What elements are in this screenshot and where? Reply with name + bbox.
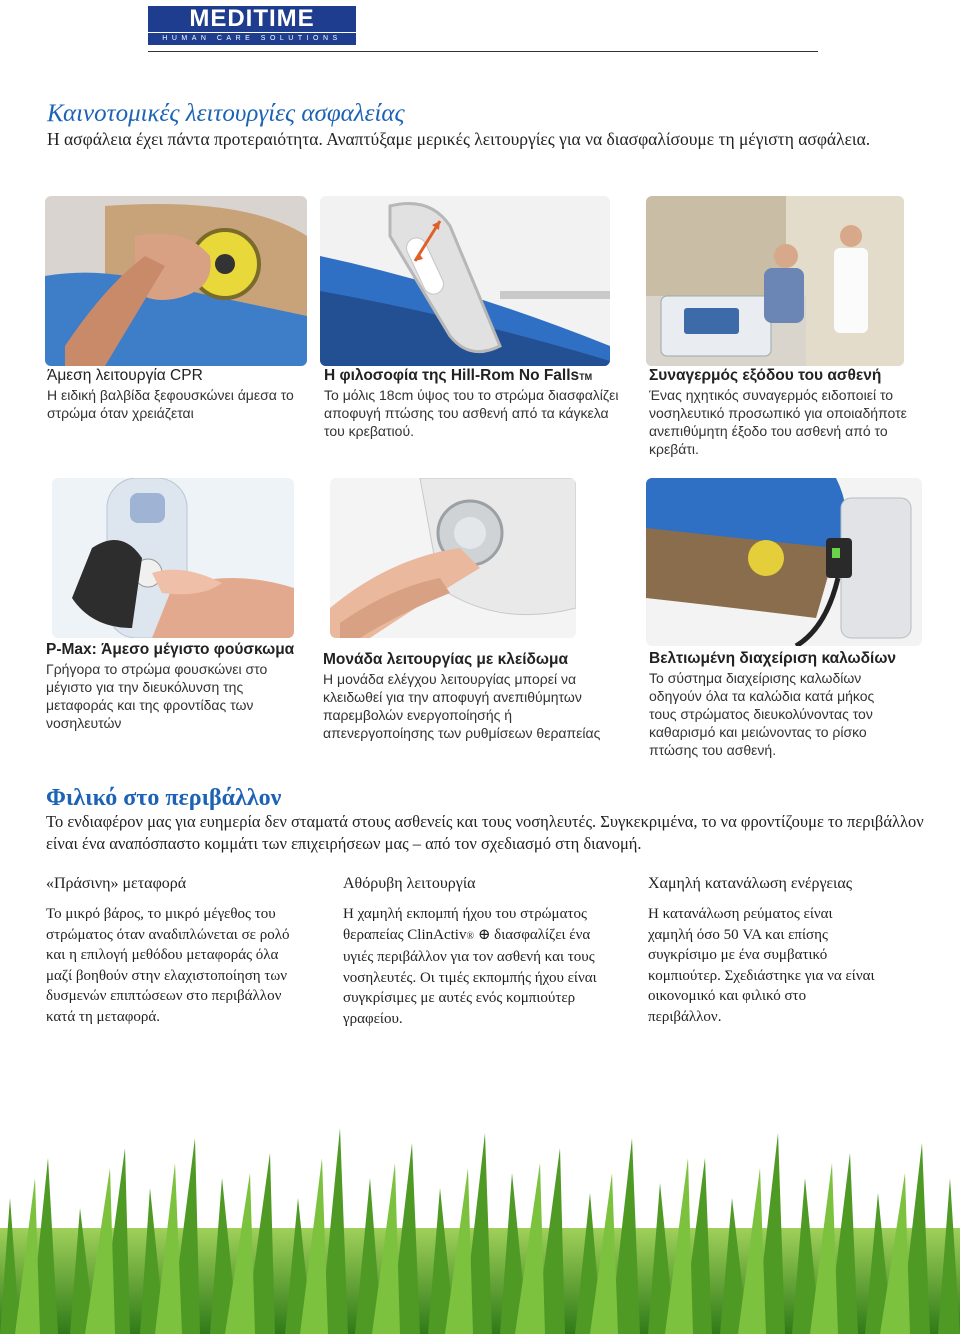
section-intro-eco: Το ενδιαφέρον μας για ευημερία δεν σταματά στους ασθενείς και τους νοσηλευτές. Συγκεκριμένα, το να φροντίζουμε το περιβάλλον είναι ένα αναπόσπαστο κομμάτι των επιχειρήσεων μας – από τον σχεδιασμό στη διανομή. (46, 812, 924, 853)
feature-text-cpr: Η ειδική βαλβίδα ξεφουσκώνει άμεσα το στρώμα όταν χρειάζεται (47, 387, 294, 421)
feature-title-exit-alarm: Συναγερμός εξόδου του ασθενή (649, 367, 882, 384)
section-title-eco: Φιλικό στο περιβάλλον (46, 785, 282, 811)
section-title-safety: Καινοτομικές λειτουργίες ασφαλείας (47, 100, 405, 127)
feature-title-pmax: P-Max: Άμεσο μέγιστο φούσκωμα (46, 641, 295, 658)
eco-title-energy: Χαμηλή κατανάλωση ενέργειας (648, 875, 853, 892)
feature-title-nofalls: Η φιλοσοφία της Hill-Rom No FallsTM (324, 367, 593, 384)
eco-text-energy: Η κατανάλωση ρεύματος είναι χαμηλή όσο 50 VA και επίσης συγκρίσιμο με ένα συμβατικό κομπιούτερ. Σχεδιάστηκε για να είναι οικονομικό και φιλικό στο περιβάλλον. (648, 906, 875, 1025)
eco-text-transport: Το μικρό βάρος, το μικρό μέγεθος του στρώματος όταν αναδιπλώνεται σε ρολό και η επιλογή μεθόδου μεταφοράς όλα μαζί βοηθούν στην ελαχιστοποίηση των δυσμενών επιπτώσεων στο περιβάλλον κατά τη μεταφορά. (46, 906, 290, 1025)
logo-tagline: HUMAN CARE SOLUTIONS (148, 32, 356, 45)
photo-cpr-valve (45, 196, 307, 366)
feature-text-exit-alarm: Ένας ηχητικός συναγερμός ειδοποιεί το νοσηλευτικό προσωπικό για οποιαδήποτε ανεπιθύμητη έξοδο του ασθενή από το κρεβάτι. (649, 387, 907, 457)
meditime-logo (148, 6, 356, 44)
feature-text-cables: Το σύστημα διαχείρισης καλωδίων οδηγούν όλα τα καλώδια κατά μήκος τους στρώματος διευκολύνοντας τον καθαρισμό και μειώνοντας το ρίσκο πτώσης του ασθενή. (649, 670, 875, 758)
feature-text-pmax: Γρήγορα το στρώμα φουσκώνει στο μέγιστο για την διευκόλυνση της μεταφοράς και της φροντίδας των νοσηλευτών (46, 661, 268, 731)
section-intro-safety: Η ασφάλεια έχει πάντα προτεραιότητα. Αναπτύξαμε μερικές λειτουργίες για να διασφαλίσουμε τη μέγιστη ασφάλεια. (47, 129, 871, 149)
header-divider (148, 51, 818, 52)
feature-title-cpr: Άμεση λειτουργία CPR (47, 367, 203, 384)
logo-name: MEDITIME (148, 6, 356, 32)
feature-title-cables: Βελτιωμένη διαχείριση καλωδίων (649, 650, 897, 667)
eco-title-silent: Αθόρυβη λειτουργία (343, 875, 476, 892)
eco-title-transport: «Πράσινη» μεταφορά (46, 875, 187, 892)
feature-text-nofalls: Το μόλις 18cm ύψος του το στρώμα διασφαλίζει αποφυγή πτώσης του ασθενή από τα κάγκελα του κρεβατιού. (324, 387, 619, 439)
photo-bed-rail (320, 196, 610, 366)
photo-patient-exit (646, 196, 904, 366)
feature-text-lock: Η μονάδα ελέγχου λειτουργίας μπορεί να κλειδωθεί για την αποφυγή ανεπιθύμητων παρεμβολών ενεργοποίησής ή απενεργοποίησης των ρυθμίσεων θεραπείας (323, 671, 601, 741)
eco-text-silent: Η χαμηλή εκπομπή ήχου του στρώματος θεραπείας ClinActiv® ⊕ διασφαλίζει ένα υγιές περιβάλλον για τον ασθενή και τους νοσηλευτές. Οι τιμές εκπομπής ήχου είναι συγκρίσιμες με αυτές ενός κομπιούτερ γραφείου. (343, 906, 597, 1027)
grass-footer-image (0, 1118, 960, 1334)
photo-lock-unit (330, 478, 576, 638)
photo-pmax-remote (52, 478, 294, 638)
photo-cable-management (646, 478, 922, 646)
feature-title-lock: Μονάδα λειτουργίας με κλείδωμα (323, 651, 569, 668)
